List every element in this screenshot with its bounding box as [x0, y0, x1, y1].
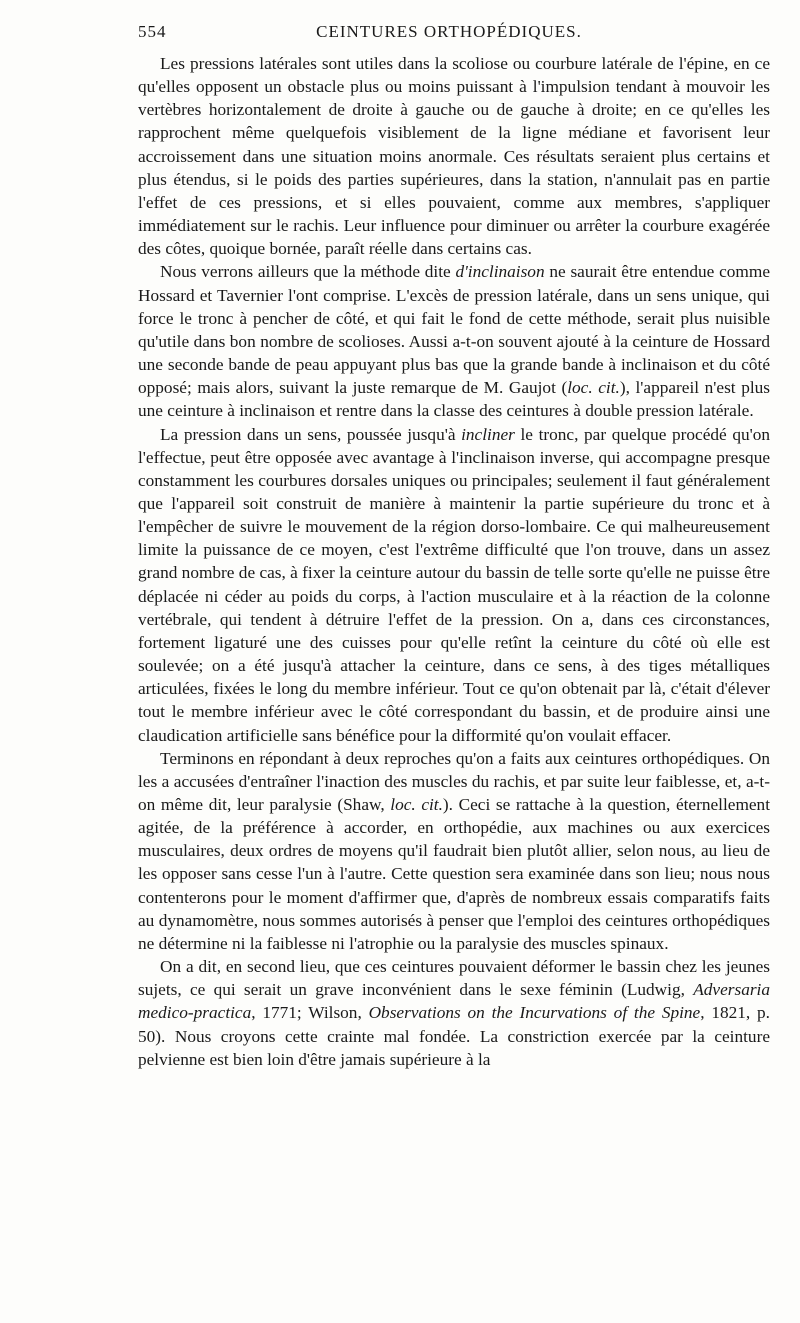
body-text	[138, 52, 770, 1071]
text-run: Nous verrons ailleurs que la méthode dite	[160, 262, 456, 282]
italic-text: loc. cit.	[567, 378, 620, 398]
text-run: ), l'appareil n'est plus une ceinture à inclinaison et rentre dans la classe des ceintures à double pression latérale.	[138, 378, 770, 421]
paragraph	[138, 955, 770, 1071]
paragraph	[138, 423, 770, 747]
text-run: , 1771; Wilson,	[251, 1003, 369, 1023]
running-title: CEINTURES ORTHOPÉDIQUES.	[316, 22, 582, 41]
italic-text: Observations on the Incurvations of the Spine	[368, 1003, 701, 1023]
text-run: le tronc, par quelque procédé qu'on l'effectue, peut être opposée avec avantage à l'inclinaison inverse, qui accompagne presque constamment les courbures dorsales uniques ou principales; seulement il faut généralement que l'appareil soit construit de manière à maintenir la partie supérieure du tronc et à l'empêcher de suivre le mouvement de la région dorso-lombaire. Ce qui malheureusement limite la puissance de ce moyen, c'est l'extrême difficulté que l'on trouve, dans un assez grand nombre de cas, à fixer la ceinture autour du bassin de telle sorte qu'elle ne puisse être déplacée ni céder au poids du corps, à l'action musculaire et à la réaction de la colonne vertébrale, qui tendent à détruire l'effet de la pression. On a, dans ces circonstances, fortement ligaturé une des cuisses pour qu'elle retînt la ceinture du côté où elle est soulevée; on a été jusqu'à attacher la ceinture, dans ce sens, à des tiges métalliques articulées, fixées le long du membre inférieur. Tout ce qu'on obtenait par là, c'était d'élever tout le membre inférieur avec le côté correspondant du bassin, et de produire ainsi une claudication artificielle sans bénéfice pour la difformité qu'on voulait effacer.	[138, 424, 770, 745]
page-header	[138, 22, 770, 52]
text-run: , 1821, p. 50). Nous croyons cette crainte mal fondée. La constriction exercée par la ceinture pelvienne est bien loin d'être jamais supérieure à la	[138, 1003, 770, 1069]
text-run: ne saurait être entendue comme Hossard et Tavernier l'ont comprise. L'excès de pression latérale, dans un sens unique, qui force le tronc à pencher de côté, et qui fait le fond de cette méthode, serait plus nuisible qu'utile dans bon nombre de scolioses. Aussi a-t-on souvent ajouté à la ceinture de Hossard une seconde bande de peau appuyant plus bas que la grande bande à inclinaison et du côté opposé; mais alors, suivant la juste remarque de M. Gaujot (	[138, 262, 770, 398]
text-run: ). Ceci se rattache à la question, éternellement agitée, de la préférence à accorder, en orthopédie, aux machines ou aux exercices musculaires, deux ordres de moyens qu'il faudrait bien plutôt allier, selon nous, au lieu de les opposer sans cesse l'un à l'autre. Cette question sera examinée dans son lieu; nous nous contenterons pour le moment d'affirmer que, d'après de nombreux essais comparatifs faits au dynamomètre, nous sommes autorisés à penser que l'emploi des ceintures orthopédiques ne détermine ni la faiblesse ni l'atrophie ou la paralysie des muscles spinaux.	[138, 795, 770, 953]
italic-text: loc. cit.	[390, 795, 443, 814]
paragraph	[138, 52, 770, 260]
text-run: Terminons en répondant à deux reproches qu'on a faits aux ceintures orthopédiques. On les a accusées d'entraîner l'inaction des muscles du rachis, et par suite leur faiblesse, et, a-t-on même dit, leur paralysie (Shaw,	[138, 748, 770, 814]
paragraph	[138, 747, 770, 955]
text-run: On a dit, en second lieu, que ces ceintures pouvaient déformer le bassin chez les jeunes sujets, ce qui serait un grave inconvénient dans le sexe féminin (Ludwig,	[138, 957, 770, 1000]
text-run: Les pressions latérales sont utiles dans la scoliose ou courbure latérale de l'épine, en ce qu'elles opposent un obstacle plus ou moins puissant à l'impulsion tendant à mouvoir les vertèbres horizontalement de droite à gauche ou de gauche à droite; en ce qu'elles les rapprochent même quelquefois visiblement de la ligne médiane et favorisent leur accroissement dans une situation moins anormale. Ces résultats seraient plus certains et plus étendus, si le poids des parties supérieures, dans la station, n'annulait pas en partie l'effet de ces pressions, et si elles pouvaient, comme aux membres, s'appliquer immédiatement sur le rachis. Leur influence pour diminuer ou arrêter la courbure exagérée des côtes, quoique bornée, paraît réelle dans certains cas.	[138, 54, 770, 259]
page-number: 554	[138, 22, 167, 41]
paragraph	[138, 260, 770, 422]
italic-text: incliner	[461, 424, 515, 444]
text-run: La pression dans un sens, poussée jusqu'à	[160, 424, 462, 444]
italic-text: d'inclinaison	[455, 262, 545, 282]
italic-text: Adversaria medico-practica	[138, 980, 770, 1023]
